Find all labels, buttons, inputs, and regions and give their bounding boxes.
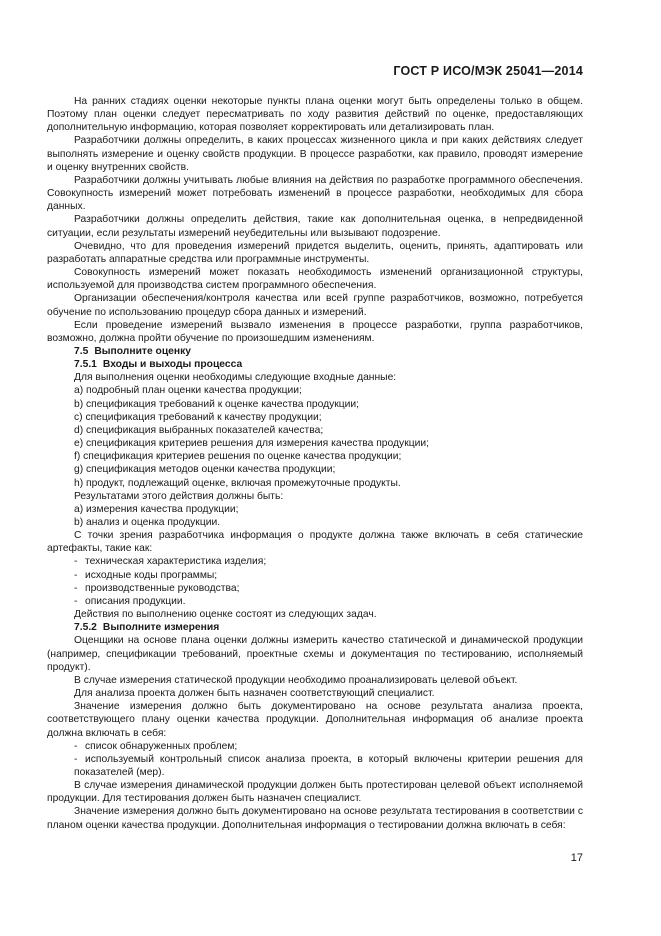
section-number: 7.5 xyxy=(74,345,89,357)
page-number: 17 xyxy=(570,852,583,864)
section-title: Выполните оценку xyxy=(94,345,191,357)
dash-list-text: список обнаруженных проблем; xyxy=(85,740,238,752)
dash-bullet: - xyxy=(74,753,78,765)
list-item: f) спецификация критериев решения по оценке качества продукции; xyxy=(74,451,402,463)
document-body xyxy=(47,95,583,832)
dash-list-text: техническая характеристика изделия; xyxy=(85,556,267,568)
dash-bullet: - xyxy=(74,740,78,752)
paragraph: Оценщики на основе плана оценки должны измерить качество статической и динамической продукции (например, спецификации требований, проектные схемы и документация по тестированию, исполняемый продукт). xyxy=(47,635,583,673)
paragraph: Значение измерения должно быть документировано на основе результата тестирования в соответствии с планом оценки качества продукции. Дополнительная информация о тестировании должна включать в себя: xyxy=(47,806,583,831)
dash-list-item xyxy=(47,753,583,779)
dash-bullet: - xyxy=(74,569,78,581)
paragraph: В случае измерения динамической продукции должен быть протестирован целевой объект исполняемой продукции. Для тестирования должен быть назначен специалист. xyxy=(47,780,583,805)
list-item: a) подробный план оценки качества продукции; xyxy=(74,385,302,397)
list-item: b) анализ и оценка продукции. xyxy=(74,517,221,528)
list-item: a) измерения качества продукции; xyxy=(74,503,239,515)
section-title: Выполните измерения xyxy=(102,622,220,634)
paragraph: Разработчики должны учитывать любые влияния на действия по разработке программного обеспечения. Совокупность измерений может потребовать изменений в процессе разработки, необходимых для сбора данных. xyxy=(47,174,583,213)
dash-list-item xyxy=(47,569,583,582)
paragraph: Очевидно, что для проведения измерений придется выделить, оценить, принять, адаптировать или разработать аппаратные средства или программные инструменты. xyxy=(47,240,583,265)
dash-list-item xyxy=(47,595,583,608)
paragraph: С точки зрения разработчика информация о продукте должна также включать в себя статические артефакты, такие как: xyxy=(47,530,583,555)
dash-list-item xyxy=(47,740,583,753)
section-heading xyxy=(47,345,583,358)
paragraph: Значение измерения должно быть документировано на основе результата анализа проекта, соответствующего плану оценки качества продукции. Дополнительная информация об анализе проекта должна включать в себя: xyxy=(47,701,583,739)
dash-list-text: производственные руководства; xyxy=(85,582,240,594)
dash-bullet: - xyxy=(74,595,78,607)
paragraph: Результатами этого действия должны быть: xyxy=(74,490,284,502)
section-heading xyxy=(47,358,583,371)
paragraph: На ранних стадиях оценки некоторые пункты плана оценки могут быть определены только в общем. Поэтому план оценки следует пересматривать по ходу развития действий по оценке, предоставляющих дополнительную информацию, которая позволяет корректировать или детализировать план. xyxy=(47,96,583,134)
paragraph: Действия по выполнению оценке состоят из следующих задач. xyxy=(74,609,377,621)
dash-list-item xyxy=(47,582,583,595)
dash-list-text: используемый контрольный список анализа проекта, в который включены критерии решения для показателей (мер). xyxy=(74,753,583,778)
list-item: e) спецификация критериев решения для измерения качества продукции; xyxy=(74,438,429,450)
paragraph: В случае измерения статической продукции необходимо проанализировать целевой объект. xyxy=(74,674,518,686)
dash-list-text: описания продукции. xyxy=(85,595,186,607)
section-title: Входы и выходы процесса xyxy=(102,359,243,371)
paragraph: Разработчики должны определить действия, такие как дополнительная оценка, в непредвиденной ситуации, если результаты измерений неубедительны или вызывают подозрение. xyxy=(47,214,583,239)
dash-bullet: - xyxy=(74,582,78,594)
list-item: d) спецификация выбранных показателей качества; xyxy=(74,424,324,436)
document-header: ГОСТ Р ИСО/МЭК 25041—2014 xyxy=(393,64,583,78)
dash-list-text: исходные коды программы; xyxy=(85,569,218,581)
section-number: 7.5.1 xyxy=(74,359,97,371)
list-item: b) спецификация требований к оценке качества продукции; xyxy=(74,398,360,410)
paragraph: Совокупность измерений может показать необходимость изменений организационной структуры, используемой для производства систем программного обеспечения. xyxy=(47,267,583,292)
section-number: 7.5.2 xyxy=(74,622,97,634)
dash-bullet: - xyxy=(74,556,78,568)
dash-list-item xyxy=(47,555,583,568)
paragraph: Разработчики должны определить, в каких процессах жизненного цикла и при каких действиях следует выполнять измерение и оценку свойств продукции. В процессе разработки, как правило, проводят измерение и оценку внутренних свойств. xyxy=(47,135,583,173)
section-heading xyxy=(47,621,583,634)
list-item: g) спецификация методов оценки качества продукции; xyxy=(74,464,336,476)
list-item: h) продукт, подлежащий оценке, включая промежуточные продукты. xyxy=(74,477,401,489)
paragraph: Для выполнения оценки необходимы следующие входные данные: xyxy=(74,372,397,384)
paragraph: Для анализа проекта должен быть назначен соответствующий специалист. xyxy=(74,688,435,700)
list-item: c) спецификация требований к качеству продукции; xyxy=(74,411,322,423)
paragraph: Если проведение измерений вызвало изменения в процессе разработки, группа разработчиков, возможно, должна пройти обучение по произошедшим изменениям. xyxy=(47,319,583,344)
paragraph: Организации обеспечения/контроля качества или всей группе разработчиков, возможно, потребуется обучение по использованию процедур сбора данных и измерений. xyxy=(47,293,583,318)
